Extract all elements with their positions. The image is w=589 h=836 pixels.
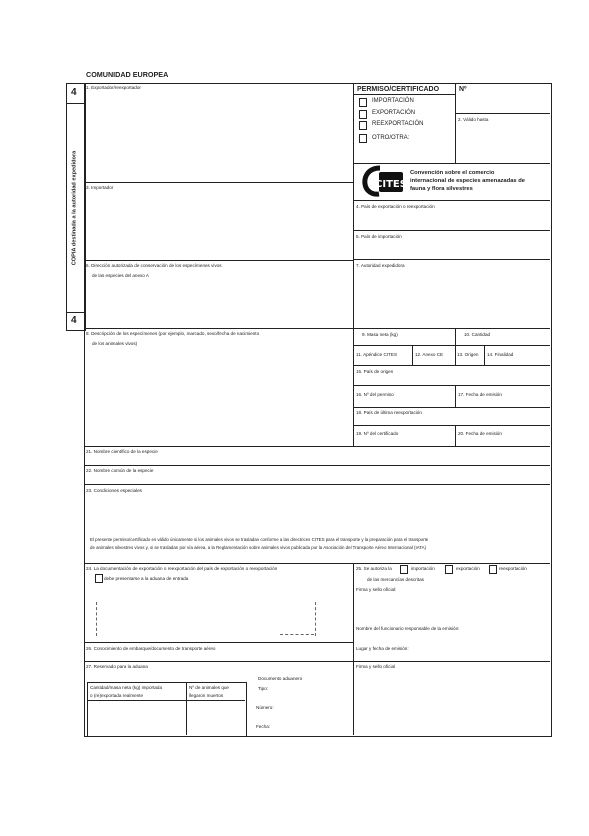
field-12-annex: 12. Anexo CE <box>415 352 444 357</box>
field-25-export-checkbox[interactable] <box>445 565 453 574</box>
other-option-label: OTRO/OTRA: <box>372 135 410 141</box>
reexport-option-label: REEXPORTACIÓN <box>372 121 424 127</box>
field-1-exporter: 1. Exportador/reexportador <box>86 85 141 90</box>
reexport-checkbox[interactable] <box>359 121 367 130</box>
field-24-checkbox[interactable] <box>95 574 103 583</box>
field-8-description-line2: de los animales vivos) <box>92 341 138 346</box>
field-25-reexport-label: reexportación <box>499 566 527 571</box>
field-4-export-country: 4. País de exportación o reexportación <box>356 204 435 209</box>
field-25-import-checkbox[interactable] <box>400 565 408 574</box>
export-option-label: EXPORTACIÓN <box>372 110 416 116</box>
field-15-origin-country: 15. País de origen <box>356 369 394 374</box>
field-24-documentation-line2: debe presentarse a la aduana de entrada <box>104 576 189 581</box>
field-6-address-line1: 6. Dirección autorizada de conservación de los especímenes vivos <box>86 263 222 268</box>
cites-text-line3: fauna y flora silvestres <box>410 186 473 192</box>
field-25-reexport-checkbox[interactable] <box>489 565 497 574</box>
permit-title: PERMISO/CERTIFICADO <box>357 86 440 93</box>
field-9-net-mass: 9. Masa neta (kg) <box>362 332 398 337</box>
field-3-importer: 3. Importador <box>86 185 114 190</box>
cites-text-line2: internacional de especies amenazadas de <box>410 178 526 184</box>
field-7-authority: 7. Autoridad expedidora <box>356 263 405 268</box>
copy-number-top: 4 <box>71 87 77 98</box>
export-checkbox[interactable] <box>359 110 367 119</box>
field-25-place-date-label: Lugar y fecha de emisión: <box>356 646 409 651</box>
field-22-common-name: 22. Nombre común de la especie <box>86 468 154 473</box>
field-26-bill-of-lading: 26. Conocimiento de embarque/documento de transporte aéreo <box>86 646 216 651</box>
field-19-certificate-no: 19. Nº del certificado <box>356 431 399 436</box>
cites-text-line1: Convención sobre el comercio <box>410 170 495 176</box>
field-25-signature-label: Firma y sello oficial: <box>356 587 397 592</box>
customs-col1-line1: Cantidad/masa neta (kg) importada <box>90 685 163 690</box>
field-27-number-label: Número: <box>256 705 274 710</box>
field-23-text-line1: El presente permiso/certificado es válido únicamente si los animales vivos se trasladan conforme a las directrices CITES para el transporte y la preparación para el transporte <box>90 537 429 542</box>
field-24-documentation-line1: 24. La documentación de exportación o reexportación del país de exportación o reexportación <box>86 566 278 571</box>
field-20-issue-date: 20. Fecha de emisión <box>458 431 502 436</box>
field-5-import-country: 5. País de importación <box>356 234 402 239</box>
field-23-special-conditions: 23. Condiciones especiales <box>86 488 142 493</box>
field-25-export-label: exportación <box>456 566 480 571</box>
field-25-import-label: importación <box>411 566 435 571</box>
import-checkbox[interactable] <box>359 98 367 107</box>
valid-until-label: 2. Válido hasta <box>458 117 489 122</box>
field-27-customs-reserved: 27. Reservado para la aduana <box>86 664 148 669</box>
field-17-issue-date: 17. Fecha de emisión <box>458 392 502 397</box>
field-21-scientific-name: 21. Nombre científico de la especie <box>86 449 158 454</box>
field-18-last-reexport: 18. País de última reexportación <box>356 410 422 415</box>
field-25-goods-label: de las mercancías descritas <box>367 577 424 582</box>
copy-destination-label: COPIA destinada a la autoridad expedidora <box>71 150 78 266</box>
cites-logo-icon <box>362 165 406 197</box>
field-25-authorize-label: 25. Se autoriza la <box>356 566 392 571</box>
field-27-customs-doc-label: Documento aduanero <box>258 676 303 681</box>
field-10-quantity: 10. Cantidad <box>464 332 491 337</box>
copy-number-bottom: 4 <box>71 315 77 326</box>
field-13-origin: 13. Origen <box>457 352 479 357</box>
cites-logo-text: CITES <box>375 179 406 190</box>
community-title: COMUNIDAD EUROPEA <box>86 70 169 79</box>
customs-col1-line2: o (re)exportada realmente <box>90 693 144 698</box>
permit-number-label: Nº <box>459 86 467 93</box>
field-27-type-label: Tipo: <box>258 686 269 691</box>
customs-col2-line2: llegaron muertos <box>189 693 224 698</box>
field-23-text-line2: de animales silvestres vivos y, si se trasladan por vía aérea, a la Reglamentación sobre animales vivos publicada por la Asociación del Transporte Aéreo Internacional (IATA) <box>90 545 427 550</box>
other-checkbox[interactable] <box>359 134 367 143</box>
field-11-appendix: 11. Apéndice CITES <box>356 352 398 357</box>
field-25-official-name-label: Nombre del funcionario responsable de la emisión: <box>356 626 460 631</box>
field-8-description-line1: 8. Descripción de los especímenes (por ejemplo, marcado, sexo/fecha de nacimiento <box>86 331 260 336</box>
field-6-address-line2: de las especies del anexo A <box>92 273 149 278</box>
customs-col2-line1: Nº de animales que <box>189 685 229 690</box>
field-27-date-label: Fecha: <box>256 724 271 729</box>
field-14-purpose: 14. Finalidad <box>487 352 514 357</box>
field-27-signature-label: Firma y sello oficial <box>356 664 396 669</box>
field-16-permit-no: 16. Nº del permiso <box>356 392 394 397</box>
import-option-label: IMPORTACIÓN <box>372 98 414 104</box>
